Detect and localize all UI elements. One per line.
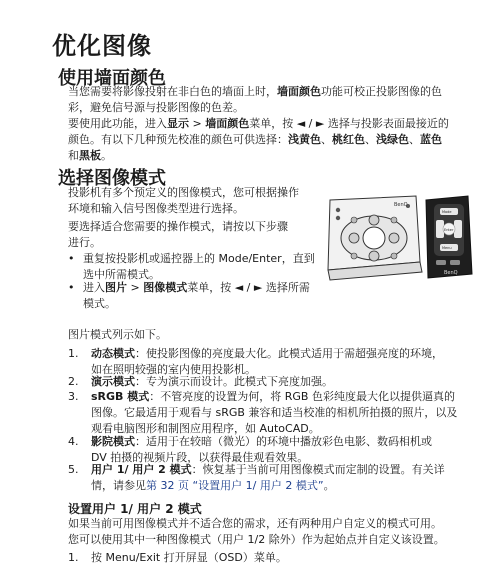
- heading-picture-mode: 选择图像模式: [58, 168, 166, 189]
- wall-color-para-1: 当您需要将影像投射在非白色的墙面上时，墙面颜色功能可校正投影图像的色 彩，避免信号源与投影图像的色差。: [68, 85, 442, 114]
- wall-color-para-2: 要使用此功能，进入显示 > 墙面颜色菜单，按 ◄ / ► 选择与投影表面最接近的 颜色。有以下几种预先校准的颜色可供选择：浅黄色、桃红色、浅绿色、蓝色 和黑板。: [68, 117, 449, 162]
- manual-page: 优化图像 使用墙面颜色 当您需要将影像投射在非白色的墙面上时，墙面颜色功能可校正投影图像的色 彩，避免信号源与投影图像的色差。 要使用此功能，进入显示 > 墙面颜色菜单，按 ◄ / ► 选择与投影表面最接近的 颜色。有以下几种预先校准的颜色可供选择：浅黄色、桃红色、浅绿色、蓝色 和黑板。 选择图像模式 投影机有多个预定义的图像模式，您可根据操作 环境和输入信号图像类型进行选择。 要选择适合您需要的操作模式，请按以下步骤 进行。 • 重复按投影机或遥控器上的 Mode/Enter，直到 选中所需模式。 • 进入图片 > 图像模式菜单，按 ◄ / ► 选择所需 模式。 图片模式列示如下。 1. 动态模式：使投影图像的亮度最大化。此模式适用于需超强亮度的环境， 如在照明较强的室内使用投影机。 2. 演示模式：专为演示而设计。此模式下亮度加强。 3. sRGB 模式：不管亮度的设置为何，将 RGB 色彩纯度最大化以提供逼真的 图像。它最适用于观看与 sRGB 兼容和适当校准的相机所拍摄的照片，以及 观看电脑图形和制图应用程序，如 AutoCAD。 4. 影院模式：适用于在较暗（微光）的环境中播放彩色电影、数码相机或 DV 拍摄的视频片段，以获得最佳观看效果。 5. 用户 1/ 用户 2 模式：恢复基于当前可用图像模式而定制的设置。有关详 情，请参见第 32 页 “设置用户 1/ 用户 2 模式”。 设置用户 1/ 用户 2 模式 如果当前可用图像模式并不适合您的需求，还有两种用户自定义的模式可用。 您可以使用其中一种图像模式（用户 1/2 除外）作为起始点并自定义该设置。 1. 按 Menu/Exit 打开屏显（OSD）菜单。 BenQ Enter Mode Menu BenQ: [0, 0, 500, 567]
- page-title: 优化图像: [52, 32, 152, 60]
- page-32-link[interactable]: 第 32 页 “设置用户 1/ 用户 2 模式”: [146, 479, 324, 492]
- user-mode-para: 如果当前可用图像模式并不适合您的需求，还有两种用户自定义的模式可用。 您可以使用其中一种图像模式（用户 1/2 除外）作为起始点并自定义该设置。: [68, 517, 445, 546]
- projector-remote-svg: [324, 190, 474, 282]
- mode-list-intro: 图片模式列示如下。: [68, 328, 167, 341]
- remote-key-label: Mode: [442, 210, 452, 214]
- remote-key-label: Enter: [444, 228, 454, 232]
- picture-mode-para-1: 投影机有多个预定义的图像模式，您可根据操作 环境和输入信号图像类型进行选择。: [68, 186, 299, 215]
- projector-brand: BenQ: [394, 202, 408, 208]
- remote-key-label: Menu: [442, 246, 452, 250]
- heading-wall-color: 使用墙面颜色: [58, 68, 166, 89]
- heading-user-mode: 设置用户 1/ 用户 2 模式: [68, 502, 202, 516]
- projector-remote-illustration: [324, 190, 474, 286]
- bullet-item: • 重复按投影机或遥控器上的 Mode/Enter，直到 选中所需模式。: [68, 252, 315, 281]
- remote-brand: BenQ: [444, 270, 458, 276]
- bullet-item: • 进入图片 > 图像模式菜单，按 ◄ / ► 选择所需 模式。: [68, 281, 310, 310]
- picture-mode-para-2: 要选择适合您需要的操作模式，请按以下步骤 进行。: [68, 220, 288, 249]
